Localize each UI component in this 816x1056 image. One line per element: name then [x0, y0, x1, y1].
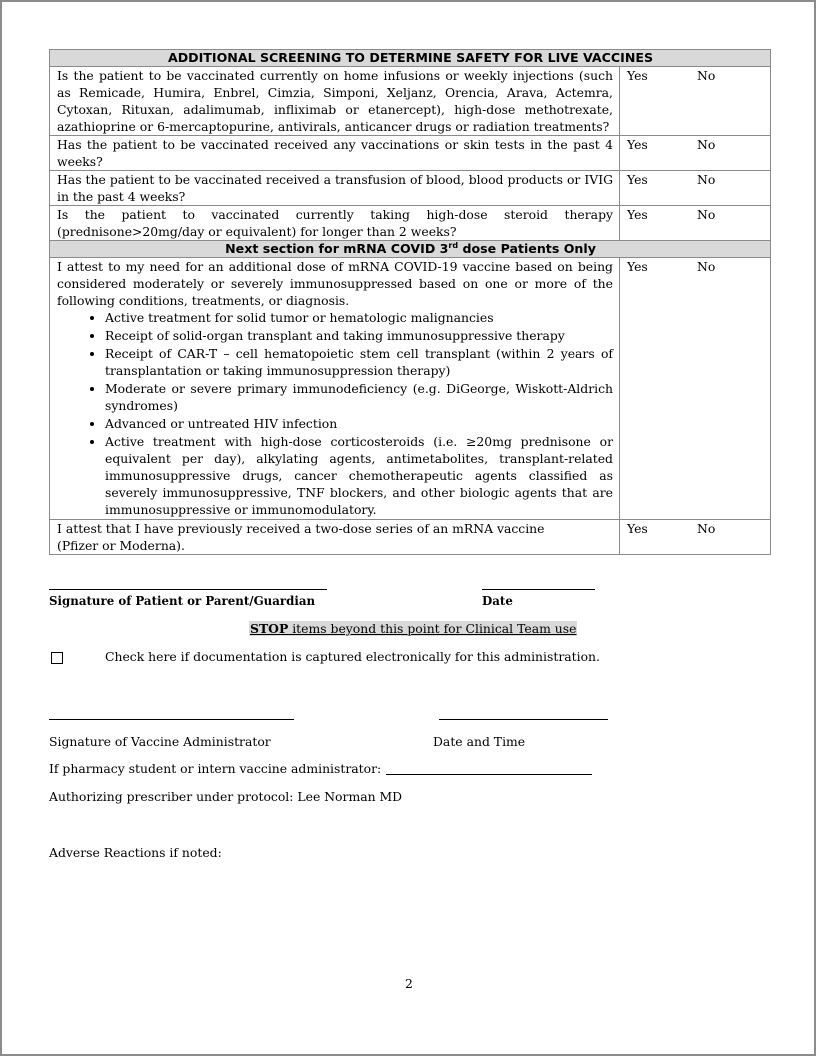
yes-option[interactable]: Yes	[627, 172, 648, 187]
condition-item: • Active treatment with high-dose corticosteroids (i.e. ≥20mg prednisone or equivalent per day), alkylating agents, antimetabolites, transplant-related immunosuppressive drugs, cancer chemotherapeutic agents classified as severely immunosuppressive, TNF blockers, and other biologic agents that are immunosuppressive or immunomodulatory.	[105, 433, 613, 518]
patient-date-line[interactable]	[482, 589, 595, 590]
prescriber-label: Authorizing prescriber under protocol: Lee Norman MD	[49, 789, 403, 804]
stop-notice	[249, 621, 577, 636]
question-row	[50, 171, 771, 206]
yes-no-cell[interactable]	[620, 206, 771, 241]
patient-signature-label: Signature of Patient or Parent/Guardian	[49, 594, 316, 608]
no-option[interactable]: No	[697, 137, 716, 152]
covid-section-header	[50, 241, 771, 258]
condition-item: • Advanced or untreated HIV infection	[105, 415, 613, 432]
yes-option[interactable]: Yes	[627, 68, 648, 83]
question-row	[50, 206, 771, 241]
electronic-documentation-checkbox[interactable]	[51, 652, 63, 664]
question-text: Has the patient to be vaccinated received a transfusion of blood, blood products or IVIG in the past 4 weeks?	[50, 171, 620, 206]
question-text: Is the patient to be vaccinated currently on home infusions or weekly injections (such as Remicade, Humira, Enbrel, Cimzia, Simponi, Xeljanz, Orencia, Arava, Actemra, Cytoxan, Rituxan, adalimumab, infliximab or etanercept), high-dose methotrexate, azathioprine or 6-mercaptopurine, antivirals, anticancer drugs or radiation treatments?	[50, 67, 620, 136]
page-number: 2	[405, 976, 413, 991]
yes-option[interactable]: Yes	[627, 521, 648, 536]
date-time-line[interactable]	[439, 719, 608, 720]
yes-no-cell[interactable]	[620, 67, 771, 136]
yes-no-cell[interactable]	[620, 136, 771, 171]
question-row	[50, 136, 771, 171]
covid-header-text: Next section for mRNA COVID 3	[225, 241, 449, 256]
no-option[interactable]: No	[697, 521, 716, 536]
stop-text: items beyond this point for Clinical Team use	[288, 621, 577, 636]
no-option[interactable]: No	[697, 207, 716, 222]
yes-no-cell[interactable]	[620, 258, 771, 520]
screening-table	[49, 49, 771, 555]
pharmacy-label: If pharmacy student or intern vaccine administrator:	[49, 761, 382, 776]
question-row	[50, 67, 771, 136]
question-text: Has the patient to be vaccinated received any vaccinations or skin tests in the past 4 weeks?	[50, 136, 620, 171]
condition-item: • Receipt of solid-organ transplant and taking immunosuppressive therapy	[105, 327, 613, 344]
covid-header-superscript: rd	[448, 240, 459, 250]
attestation-line: (Pfizer or Moderna).	[57, 538, 185, 553]
yes-no-cell[interactable]	[620, 171, 771, 206]
condition-item: • Receipt of CAR-T – cell hematopoietic stem cell transplant (within 2 years of transplantation or taking immunosuppression therapy)	[105, 345, 613, 379]
attestation-line: I attest that I have previously received a two-dose series of an mRNA vaccine	[57, 521, 545, 536]
pharmacy-line[interactable]	[386, 774, 592, 775]
condition-item: • Active treatment for solid tumor or hematologic malignancies	[105, 309, 613, 326]
no-option[interactable]: No	[697, 172, 716, 187]
stop-word: STOP	[250, 621, 289, 636]
yes-option[interactable]: Yes	[627, 207, 648, 222]
date-label: Date	[482, 594, 513, 608]
yes-option[interactable]: Yes	[627, 259, 648, 274]
no-option[interactable]: No	[697, 68, 716, 83]
covid-header-row	[50, 241, 771, 258]
checkbox-label: Check here if documentation is captured electronically for this administration.	[105, 649, 600, 664]
condition-list	[57, 309, 613, 518]
attestation-row	[50, 520, 771, 555]
no-option[interactable]: No	[697, 259, 716, 274]
screening-header: ADDITIONAL SCREENING TO DETERMINE SAFETY FOR LIVE VACCINES	[50, 50, 771, 67]
condition-item: • Moderate or severe primary immunodeficiency (e.g. DiGeorge, Wiskott-Aldrich syndromes)	[105, 380, 613, 414]
date-time-label: Date and Time	[433, 734, 526, 749]
administrator-signature-line[interactable]	[49, 719, 294, 720]
attestation-intro: I attest to my need for an additional dose of mRNA COVID-19 vaccine based on being considered moderately or severely immunosuppressed based on one or more of the following conditions, treatments, or diagnosis.	[57, 259, 613, 308]
covid-header-text-end: dose Patients Only	[458, 241, 596, 256]
question-text: Is the patient to vaccinated currently taking high-dose steroid therapy (prednisone>20mg/day or equivalent) for longer than 2 weeks?	[50, 206, 620, 241]
adverse-reactions-label: Adverse Reactions if noted:	[49, 845, 222, 860]
screening-header-row	[50, 50, 771, 67]
patient-signature-line[interactable]	[49, 589, 327, 590]
attestation-text	[50, 520, 620, 555]
yes-no-cell[interactable]	[620, 520, 771, 555]
attestation-text	[50, 258, 620, 520]
administrator-signature-label: Signature of Vaccine Administrator	[49, 734, 271, 749]
yes-option[interactable]: Yes	[627, 137, 648, 152]
attestation-row	[50, 258, 771, 520]
